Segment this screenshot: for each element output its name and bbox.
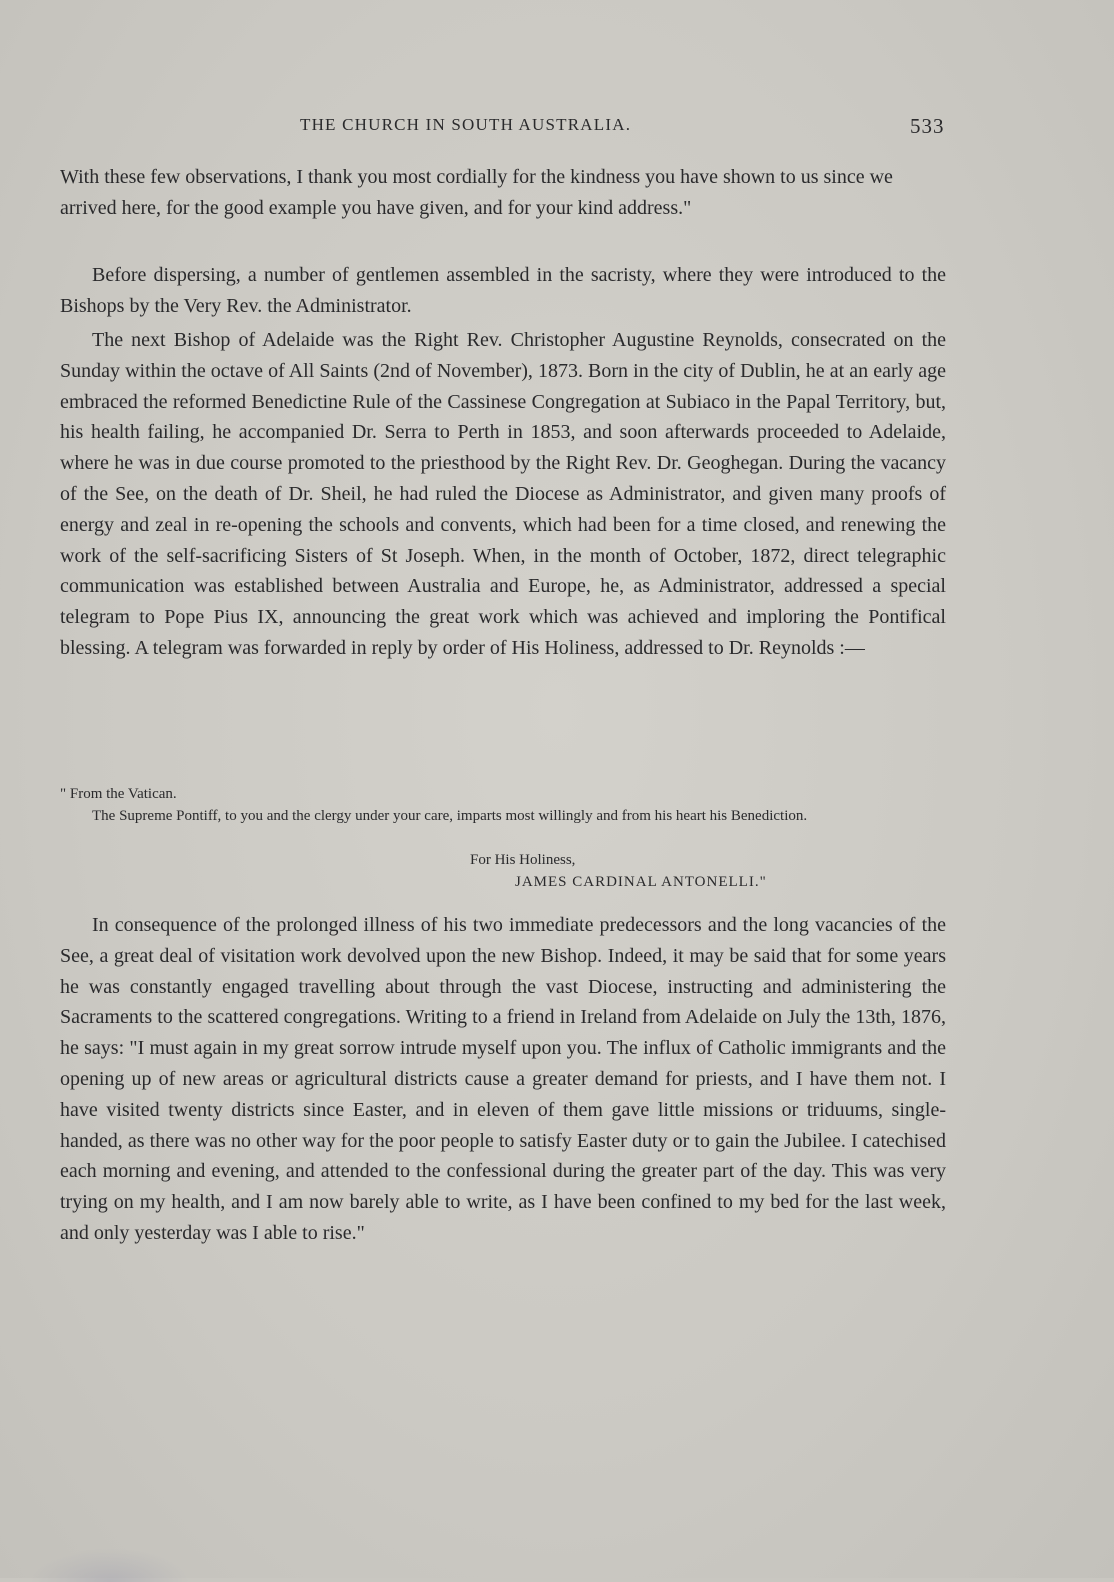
paragraph-text: The next Bishop of Adelaide was the Right Rev. Christopher Augustine Reynolds, consecrated on the Sunday within the octave of All Saints (2nd of November), 1873. Born in the city of Dublin, he at an early age embraced the reformed Benedictine Rule of the Cassinese Congregation at Subiaco in the Papal Territory, but, his health failing, he accompanied Dr. Serra to Perth in 1853, and soon afterwards proceeded to Adelaide, where he was in due course promoted to the priesthood by the Right Rev. Dr. Geoghegan. During the vacancy of the See, on the death of Dr. Sheil, he had ruled the Diocese as Administrator, and given many proofs of energy and zeal in re-opening the schools and convents, which had been for a time closed, and renewing the work of the self-sacrificing Sisters of St Joseph. When, in the month of October, 1872, direct telegraphic communication was established between Australia and Europe, he, as Administrator, addressed a special telegram to Pope Pius IX, announcing the great work which was achieved and imploring the Pontifical blessing. A telegram was forwarded in reply by order of His Holiness, addressed to Dr. Reynolds :— [60,329,946,659]
paragraph-text: With these few observations, I thank you most cordially for the kindness you have shown to us since we arrived here, for the good example you have given, and for your kind address." [60,166,893,219]
telegram-signatory: JAMES CARDINAL ANTONELLI." [515,874,767,890]
running-head: THE CHURCH IN SOUTH AUSTRALIA. [300,115,632,134]
paragraph-visitation-work [60,910,946,1249]
telegram-body: The Supreme Pontiff, to you and the clergy under your care, imparts most willingly and from his heart his Benediction. [92,808,808,824]
paragraph-sacristy [60,260,946,322]
telegram-origin: " From the Vatican. [60,786,177,802]
paragraph-closing-address [60,162,946,224]
page-number: 533 [910,114,945,138]
paper-stain [30,1548,190,1582]
telegram-signoff: For His Holiness, [470,852,576,868]
paragraph-bishop-reynolds [60,325,946,664]
paragraph-text: Before dispersing, a number of gentlemen assembled in the sacristy, where they were introduced to the Bishops by the Very Rev. the Administrator. [60,264,946,317]
paragraph-text: In consequence of the prolonged illness of his two immediate predecessors and the long vacancies of the See, a great deal of visitation work devolved upon the new Bishop. Indeed, it may be said that for some years he was constantly engaged travelling about through the vast Diocese, instructing and administering the Sacraments to the scattered congregations. Writing to a friend in Ireland from Adelaide on July the 13th, 1876, he says: "I must again in my great sorrow intrude myself upon you. The influx of Catholic immigrants and the opening up of new areas or agricultural districts cause a greater demand for priests, and I have them not. I have visited twenty districts since Easter, and in eleven of them gave little missions or triduums, single-handed, as there was no other way for the poor people to satisfy Easter duty or to gain the Jubilee. I catechised each morning and evening, and attended to the confessional during the greater part of the day. This was very trying on my health, and I am now barely able to write, as I have been confined to my bed for the last week, and only yesterday was I able to rise." [60,914,946,1244]
